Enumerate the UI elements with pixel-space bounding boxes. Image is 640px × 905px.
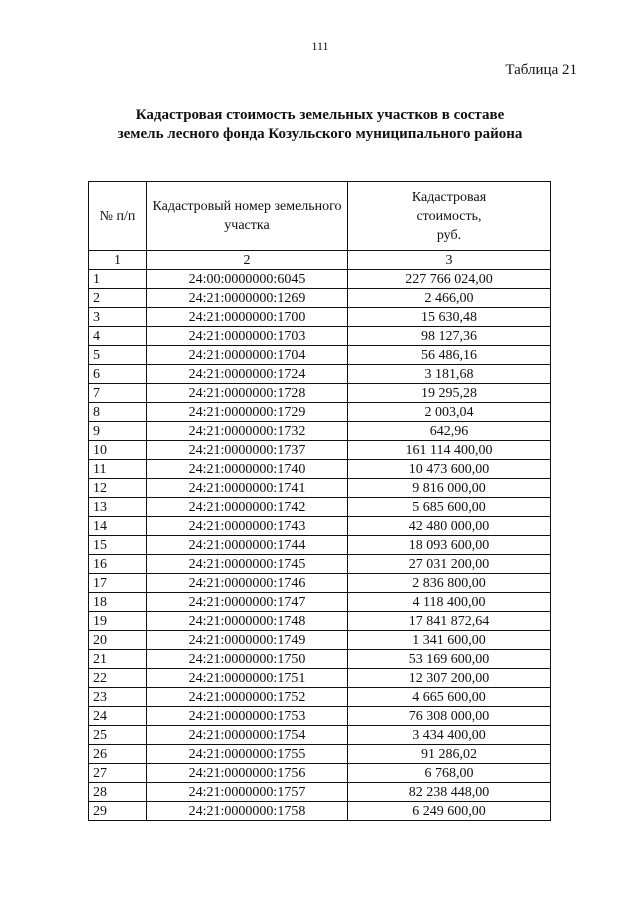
row-number: 13 <box>89 498 147 517</box>
cadastral-cost-cell: 2 836 800,00 <box>348 574 551 593</box>
table-row <box>89 555 551 574</box>
cadastral-cost-cell: 3 434 400,00 <box>348 726 551 745</box>
row-number: 11 <box>89 460 147 479</box>
cadastral-number-cell: 24:21:0000000:1747 <box>147 593 348 612</box>
cadastral-number-cell: 24:21:0000000:1755 <box>147 745 348 764</box>
row-number: 24 <box>89 707 147 726</box>
title-line-2: земель лесного фонда Козульского муниципального района <box>117 126 523 142</box>
cadastral-number-cell: 24:21:0000000:1704 <box>147 346 348 365</box>
cadastral-cost-cell: 27 031 200,00 <box>348 555 551 574</box>
row-number: 6 <box>89 365 147 384</box>
row-number: 16 <box>89 555 147 574</box>
cadastral-number-cell: 24:21:0000000:1703 <box>147 327 348 346</box>
cadastral-number-cell: 24:21:0000000:1748 <box>147 612 348 631</box>
table-row <box>89 574 551 593</box>
cadastral-number-cell: 24:21:0000000:1269 <box>147 289 348 308</box>
row-number: 29 <box>89 802 147 821</box>
cadastral-cost-cell: 4 665 600,00 <box>348 688 551 707</box>
row-number: 27 <box>89 764 147 783</box>
table-label: Таблица 21 <box>505 62 577 78</box>
header-cost-line-3: руб. <box>436 227 462 243</box>
cadastral-number-cell: 24:21:0000000:1751 <box>147 669 348 688</box>
cadastral-number-cell: 24:21:0000000:1740 <box>147 460 348 479</box>
header-cost-line-1: Кадастровая <box>411 189 487 205</box>
table-row <box>89 612 551 631</box>
cadastral-cost-cell: 18 093 600,00 <box>348 536 551 555</box>
cadastral-number-cell: 24:21:0000000:1724 <box>147 365 348 384</box>
cadastral-number-cell: 24:21:0000000:1754 <box>147 726 348 745</box>
cadastral-number-cell: 24:21:0000000:1728 <box>147 384 348 403</box>
cadastral-cost-cell: 4 118 400,00 <box>348 593 551 612</box>
cadastral-number-cell: 24:21:0000000:1752 <box>147 688 348 707</box>
table-row <box>89 745 551 764</box>
cadastral-cost-cell: 82 238 448,00 <box>348 783 551 802</box>
cadastral-number-cell: 24:21:0000000:1750 <box>147 650 348 669</box>
table-row <box>89 460 551 479</box>
row-number: 14 <box>89 517 147 536</box>
cadastral-cost-cell: 10 473 600,00 <box>348 460 551 479</box>
table-row <box>89 726 551 745</box>
cadastral-cost-cell: 6 249 600,00 <box>348 802 551 821</box>
table-row <box>89 441 551 460</box>
row-number: 9 <box>89 422 147 441</box>
cadastral-number-cell: 24:21:0000000:1746 <box>147 574 348 593</box>
table-row <box>89 479 551 498</box>
row-number: 20 <box>89 631 147 650</box>
cadastral-number-cell: 24:21:0000000:1753 <box>147 707 348 726</box>
cadastral-cost-cell: 91 286,02 <box>348 745 551 764</box>
cadastral-number-cell: 24:21:0000000:1744 <box>147 536 348 555</box>
table-row <box>89 517 551 536</box>
row-number: 4 <box>89 327 147 346</box>
table-row <box>89 384 551 403</box>
cadastral-cost-cell: 161 114 400,00 <box>348 441 551 460</box>
cadastral-cost-cell: 1 341 600,00 <box>348 631 551 650</box>
row-number: 7 <box>89 384 147 403</box>
cadastral-cost-cell: 6 768,00 <box>348 764 551 783</box>
row-number: 21 <box>89 650 147 669</box>
cadastral-number-cell: 24:21:0000000:1700 <box>147 308 348 327</box>
table-header-row <box>89 182 551 251</box>
column-numbers-row <box>89 251 551 270</box>
table-row <box>89 308 551 327</box>
page-number: 111 <box>311 39 329 53</box>
row-number: 25 <box>89 726 147 745</box>
cadastral-cost-cell: 227 766 024,00 <box>348 270 551 289</box>
cadastral-cost-cell: 5 685 600,00 <box>348 498 551 517</box>
row-number: 28 <box>89 783 147 802</box>
row-number: 12 <box>89 479 147 498</box>
table-row <box>89 707 551 726</box>
cadastral-number-cell: 24:21:0000000:1757 <box>147 783 348 802</box>
table-row <box>89 669 551 688</box>
cadastral-cost-cell: 12 307 200,00 <box>348 669 551 688</box>
row-number: 23 <box>89 688 147 707</box>
cadastral-cost-cell: 642,96 <box>348 422 551 441</box>
cadastral-cost-cell: 42 480 000,00 <box>348 517 551 536</box>
table-body <box>89 270 551 821</box>
title-line-1: Кадастровая стоимость земельных участков в составе <box>135 107 505 123</box>
cadastral-value-table <box>88 181 551 821</box>
header-number: № п/п <box>89 182 147 251</box>
row-number: 17 <box>89 574 147 593</box>
header-cadastral-cost <box>348 182 551 251</box>
row-number: 18 <box>89 593 147 612</box>
table-row <box>89 327 551 346</box>
row-number: 26 <box>89 745 147 764</box>
table-row <box>89 536 551 555</box>
table-row <box>89 365 551 384</box>
cadastral-cost-cell: 2 466,00 <box>348 289 551 308</box>
column-number: 1 <box>89 251 147 270</box>
cadastral-cost-cell: 15 630,48 <box>348 308 551 327</box>
cadastral-cost-cell: 56 486,16 <box>348 346 551 365</box>
table-row <box>89 422 551 441</box>
table-row <box>89 802 551 821</box>
cadastral-number-cell: 24:21:0000000:1741 <box>147 479 348 498</box>
table-row <box>89 650 551 669</box>
cadastral-number-cell: 24:21:0000000:1749 <box>147 631 348 650</box>
cadastral-cost-cell: 2 003,04 <box>348 403 551 422</box>
row-number: 5 <box>89 346 147 365</box>
row-number: 22 <box>89 669 147 688</box>
cadastral-cost-cell: 76 308 000,00 <box>348 707 551 726</box>
cadastral-number-cell: 24:21:0000000:1745 <box>147 555 348 574</box>
cadastral-number-cell: 24:21:0000000:1729 <box>147 403 348 422</box>
table-row <box>89 270 551 289</box>
table-row <box>89 403 551 422</box>
table-row <box>89 783 551 802</box>
cadastral-number-cell: 24:00:0000000:6045 <box>147 270 348 289</box>
document-title <box>0 106 640 144</box>
cadastral-number-cell: 24:21:0000000:1756 <box>147 764 348 783</box>
cadastral-cost-cell: 3 181,68 <box>348 365 551 384</box>
cadastral-number-cell: 24:21:0000000:1743 <box>147 517 348 536</box>
row-number: 2 <box>89 289 147 308</box>
row-number: 15 <box>89 536 147 555</box>
table-row <box>89 631 551 650</box>
cadastral-number-cell: 24:21:0000000:1737 <box>147 441 348 460</box>
row-number: 1 <box>89 270 147 289</box>
cadastral-cost-cell: 98 127,36 <box>348 327 551 346</box>
cadastral-cost-cell: 17 841 872,64 <box>348 612 551 631</box>
cadastral-cost-cell: 53 169 600,00 <box>348 650 551 669</box>
table-row <box>89 764 551 783</box>
table-row <box>89 688 551 707</box>
cadastral-cost-cell: 19 295,28 <box>348 384 551 403</box>
table-row <box>89 346 551 365</box>
table-row <box>89 498 551 517</box>
row-number: 8 <box>89 403 147 422</box>
header-cost-line-2: стоимость, <box>416 208 482 224</box>
cadastral-number-cell: 24:21:0000000:1742 <box>147 498 348 517</box>
cadastral-number-cell: 24:21:0000000:1758 <box>147 802 348 821</box>
cadastral-cost-cell: 9 816 000,00 <box>348 479 551 498</box>
column-number: 2 <box>147 251 348 270</box>
table-row <box>89 289 551 308</box>
header-cadastral-number: Кадастровый номер земельного участка <box>147 182 348 251</box>
row-number: 3 <box>89 308 147 327</box>
cadastral-number-cell: 24:21:0000000:1732 <box>147 422 348 441</box>
column-number: 3 <box>348 251 551 270</box>
row-number: 10 <box>89 441 147 460</box>
table-row <box>89 593 551 612</box>
row-number: 19 <box>89 612 147 631</box>
